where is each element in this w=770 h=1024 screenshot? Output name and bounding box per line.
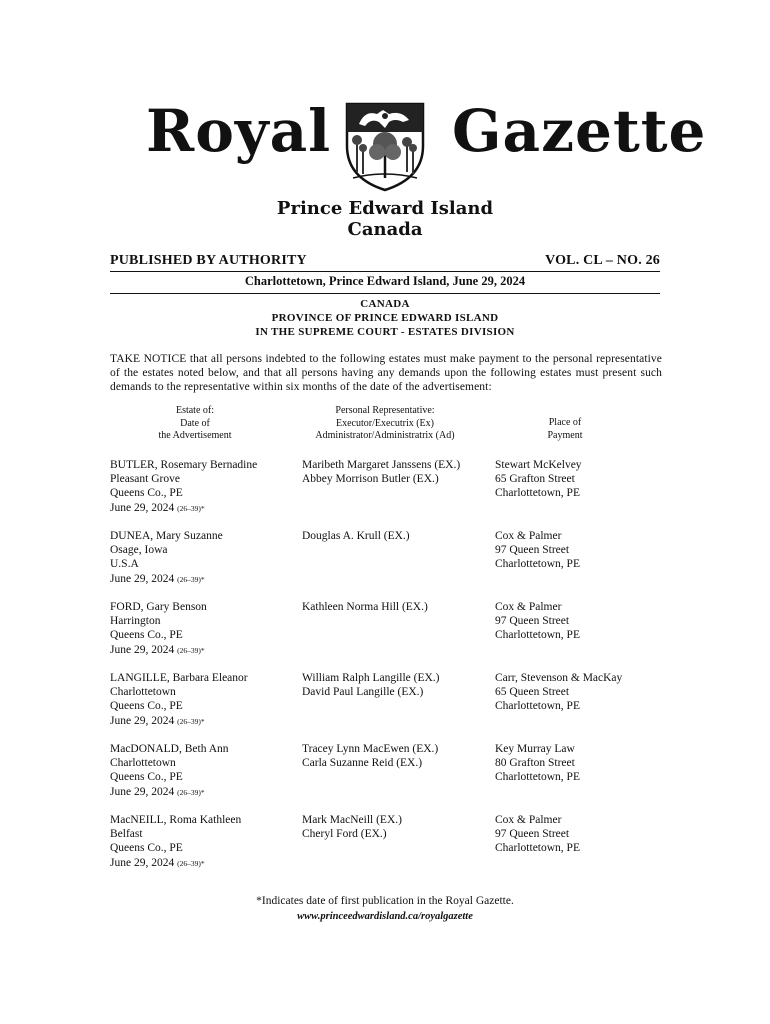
estate-date: June 29, 2024	[110, 572, 175, 585]
publication-bar	[110, 253, 660, 272]
masthead-title-right: Gazette	[452, 97, 707, 165]
estate-payment-place	[495, 671, 665, 714]
representative: William Ralph Langille (EX.)	[302, 672, 440, 684]
estate-place: Belfast	[110, 828, 143, 841]
take-notice-paragraph: TAKE NOTICE that all persons indebted to the following estates must make payment to the personal representative of the estates noted below, and that all persons having any demands upon the following estates must present such demands to the representative within six months of the date of the advertisement:	[110, 353, 662, 394]
payment-street: 97 Queen Street	[495, 828, 570, 841]
payment-firm: Cox & Palmer	[495, 530, 562, 542]
masthead-title-left: Royal	[146, 97, 332, 165]
representative: Douglas A. Krull (EX.)	[302, 530, 410, 542]
publication-range: (26–39)*	[177, 858, 205, 868]
estate-representatives	[302, 600, 492, 614]
payment-street: 80 Grafton Street	[495, 757, 575, 770]
estate-date: June 29, 2024	[110, 785, 175, 798]
estate-date-line	[110, 643, 295, 658]
publication-range: (26–39)*	[177, 716, 205, 726]
payment-firm: Cox & Palmer	[495, 814, 562, 826]
estate-date-line	[110, 714, 295, 729]
estate-entry	[0, 458, 770, 528]
publication-range: (26–39)*	[177, 503, 205, 513]
payment-city: Charlottetown, PE	[495, 771, 580, 784]
volume-number: VOL. CL – NO. 26	[545, 253, 660, 268]
published-by-authority: PUBLISHED BY AUTHORITY	[110, 253, 307, 268]
masthead-country: Canada	[347, 219, 423, 240]
estate-representatives	[302, 742, 492, 770]
column-header-payment	[520, 417, 610, 442]
estate-entry	[0, 671, 770, 741]
estate-entry	[0, 600, 770, 670]
estate-payment-place	[495, 458, 665, 501]
representative: Mark MacNeill (EX.)	[302, 814, 402, 826]
payment-city: Charlottetown, PE	[495, 558, 580, 571]
estate-name: DUNEA, Mary Suzanne	[110, 530, 223, 542]
representative: David Paul Langille (EX.)	[302, 686, 424, 699]
payment-city: Charlottetown, PE	[495, 842, 580, 855]
dateline: Charlottetown, Prince Edward Island, June 29, 2024	[110, 274, 660, 294]
pei-coat-of-arms-icon	[343, 100, 427, 192]
estate-representatives	[302, 671, 492, 699]
payment-city: Charlottetown, PE	[495, 629, 580, 642]
representative: Carla Suzanne Reid (EX.)	[302, 757, 423, 770]
estate-region: U.S.A	[110, 558, 139, 571]
publication-range: (26–39)*	[177, 787, 205, 797]
estate-entry	[0, 813, 770, 883]
column-header-line: Estate of:	[175, 405, 215, 416]
payment-street: 65 Queen Street	[495, 686, 570, 699]
heading-court: IN THE SUPREME COURT - ESTATES DIVISION	[255, 326, 515, 338]
estate-payment-place	[495, 600, 665, 643]
publication-range: (26–39)*	[177, 645, 205, 655]
estate-payment-place	[495, 813, 665, 856]
estate-details	[110, 742, 295, 800]
estate-name: LANGILLE, Barbara Eleanor	[110, 672, 248, 684]
estate-date: June 29, 2024	[110, 501, 175, 514]
estate-date: June 29, 2024	[110, 856, 175, 869]
payment-street: 65 Grafton Street	[495, 473, 575, 486]
column-header-line: Personal Representative:	[335, 405, 435, 416]
representative: Kathleen Norma Hill (EX.)	[302, 601, 428, 613]
payment-firm: Key Murray Law	[495, 743, 575, 755]
column-header-line: Executor/Executrix (Ex)	[335, 417, 434, 429]
estate-representatives	[302, 458, 492, 486]
masthead-province: Prince Edward Island	[276, 198, 494, 219]
representative: Abbey Morrison Butler (EX.)	[302, 473, 439, 486]
payment-street: 97 Queen Street	[495, 615, 570, 628]
first-publication-footnote: *Indicates date of first publication in the Royal Gazette.	[256, 895, 514, 907]
estate-region: Queens Co., PE	[110, 629, 183, 642]
payment-firm: Cox & Palmer	[495, 601, 562, 613]
payment-street: 97 Queen Street	[495, 544, 570, 557]
column-header-line: Place of	[548, 417, 582, 428]
heading-country: CANADA	[360, 298, 410, 310]
payment-city: Charlottetown, PE	[495, 487, 580, 500]
heading-province: PROVINCE OF PRINCE EDWARD ISLAND	[271, 312, 499, 324]
website-url: www.princeedwardisland.ca/royalgazette	[297, 911, 473, 922]
estate-details	[110, 813, 295, 871]
estate-entry	[0, 529, 770, 599]
payment-firm: Carr, Stevenson & MacKay	[495, 672, 623, 684]
estate-date-line	[110, 572, 295, 587]
column-header-line: Administrator/Administratrix (Ad)	[315, 430, 455, 441]
estate-name: FORD, Gary Benson	[110, 601, 207, 613]
estate-date-line	[110, 501, 295, 516]
representative: Tracey Lynn MacEwen (EX.)	[302, 743, 439, 755]
estate-date-line	[110, 785, 295, 800]
estate-date: June 29, 2024	[110, 714, 175, 727]
estate-name: MacNEILL, Roma Kathleen	[110, 814, 242, 826]
estate-entry	[0, 742, 770, 812]
representative: Maribeth Margaret Janssens (EX.)	[302, 459, 461, 471]
column-header-line: the Advertisement	[158, 430, 232, 441]
payment-city: Charlottetown, PE	[495, 700, 580, 713]
estate-name: MacDONALD, Beth Ann	[110, 743, 229, 755]
estate-date-line	[110, 856, 295, 871]
estate-place: Harrington	[110, 615, 161, 628]
estate-region: Queens Co., PE	[110, 771, 183, 784]
publication-range: (26–39)*	[177, 574, 205, 584]
representative: Cheryl Ford (EX.)	[302, 828, 387, 841]
estate-region: Queens Co., PE	[110, 487, 183, 500]
estate-region: Queens Co., PE	[110, 700, 183, 713]
estate-details	[110, 529, 295, 587]
column-header-line: Payment	[547, 429, 583, 441]
estate-representatives	[302, 529, 492, 543]
estate-place: Osage, Iowa	[110, 544, 168, 557]
estate-region: Queens Co., PE	[110, 842, 183, 855]
estate-payment-place	[495, 742, 665, 785]
estate-date: June 29, 2024	[110, 643, 175, 656]
estate-place: Pleasant Grove	[110, 473, 180, 486]
estate-payment-place	[495, 529, 665, 572]
masthead	[0, 96, 770, 196]
estate-representatives	[302, 813, 492, 841]
estate-name: BUTLER, Rosemary Bernadine	[110, 459, 258, 471]
estate-details	[110, 671, 295, 729]
payment-firm: Stewart McKelvey	[495, 459, 582, 471]
estate-place: Charlottetown	[110, 686, 176, 699]
estate-details	[110, 458, 295, 516]
estate-place: Charlottetown	[110, 757, 176, 770]
column-header-estate	[140, 405, 250, 443]
column-header-representative	[290, 405, 480, 443]
column-header-line: Date of	[180, 417, 210, 429]
estate-details	[110, 600, 295, 658]
